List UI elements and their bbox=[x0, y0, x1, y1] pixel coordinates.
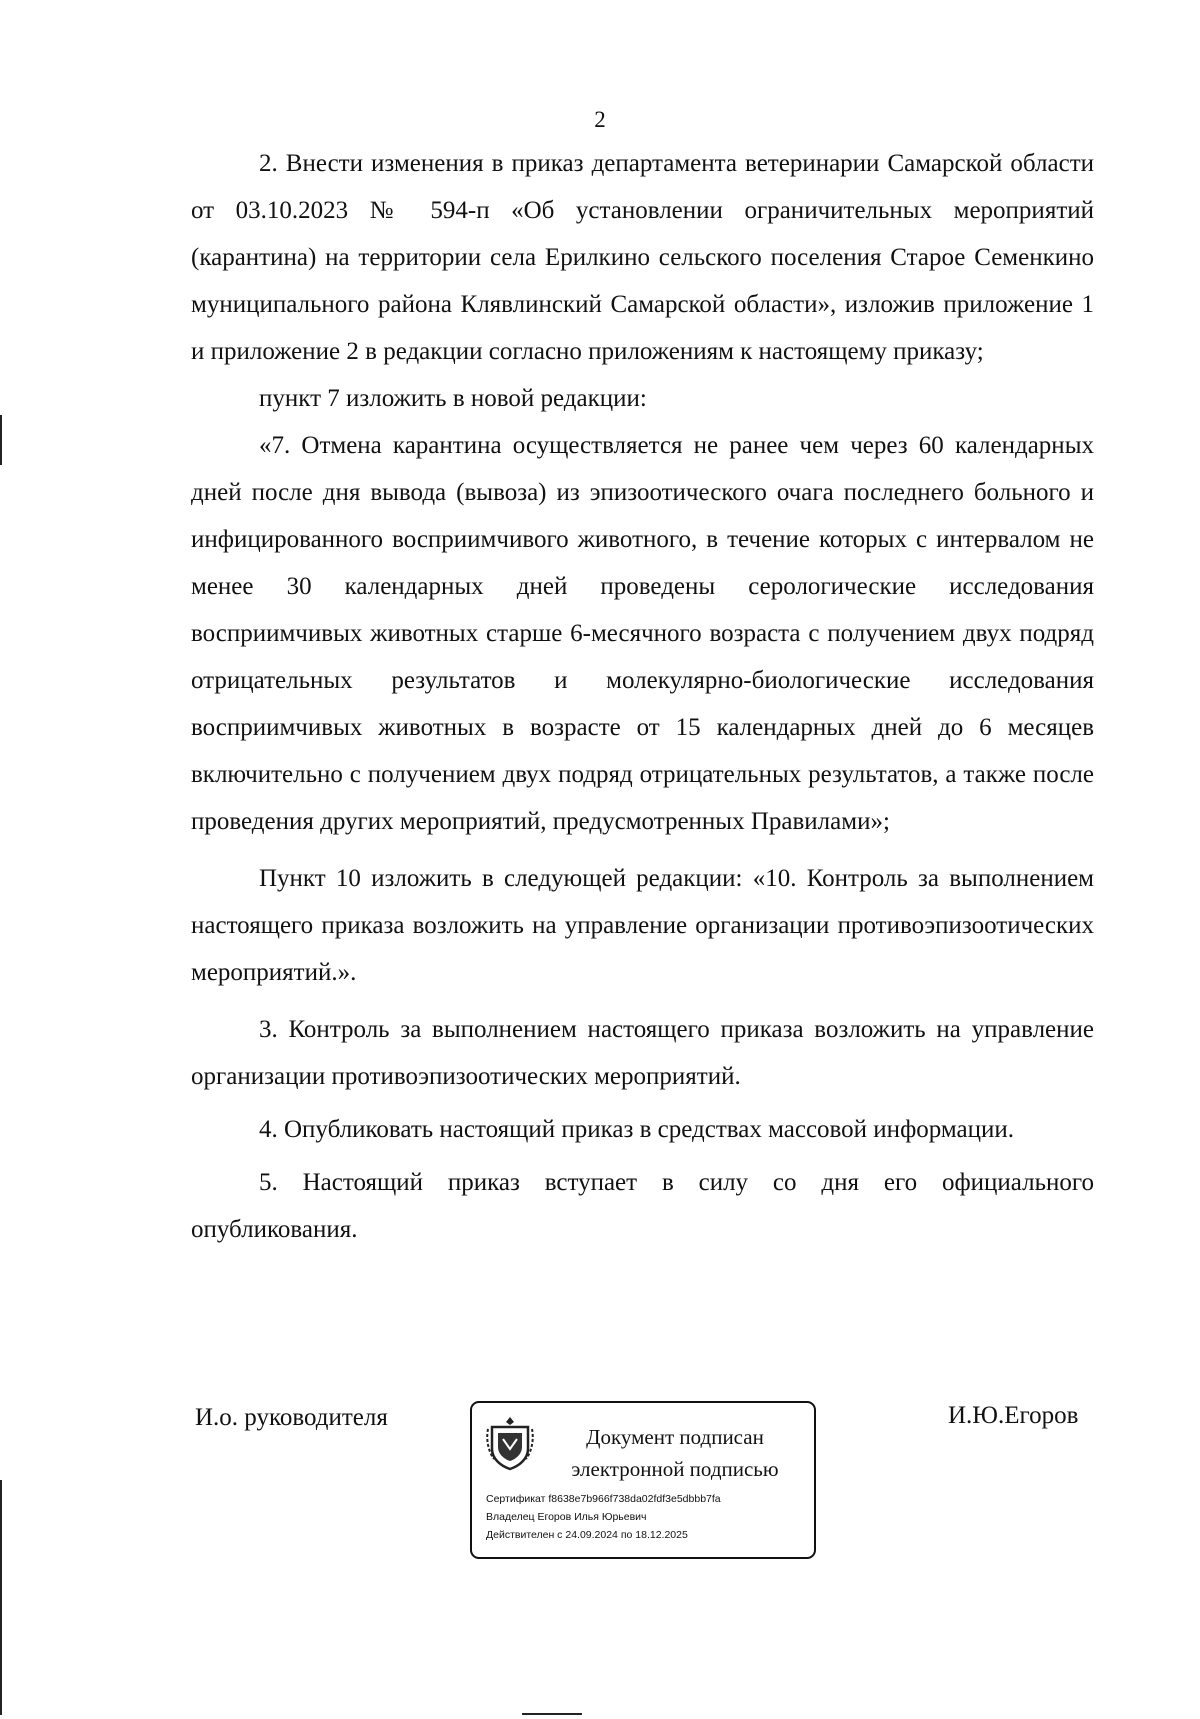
paragraph-punkt-7-text: «7. Отмена карантина осуществляется не ранее чем через 60 календарных дней после дня вывода (вывоза) из эпизоотического очага последнего больного и инфицированного восприимчивого животного, в течение которых с интервалом не менее 30 календарных дней проведены серологические исследования восприимчивых животных старше 6-месячного возраста с получением двух подряд отрицательных результатов и молекулярно-биологические исследования восприимчивых животных в возрасте от 15 календарных дней до 6 месяцев включительно с получением двух подряд отрицательных результатов, а также после проведения других мероприятий, предусмотренных Правилами»; bbox=[191, 432, 1094, 835]
page-number: 2 bbox=[594, 107, 606, 132]
stamp-owner: Владелец Егоров Илья Юрьевич bbox=[486, 1511, 647, 1523]
stamp-title-line1: Документ подписан bbox=[586, 1425, 764, 1449]
scan-mark-left bbox=[0, 415, 2, 465]
electronic-signature-stamp bbox=[470, 1401, 816, 1559]
scan-mark-bottom bbox=[522, 1713, 582, 1715]
signatory-name: И.Ю.Егоров bbox=[948, 1402, 1079, 1429]
coat-of-arms-icon bbox=[486, 1415, 534, 1471]
paragraph-3: 3. Контроль за выполнением настоящего приказа возложить на управление организации противоэпизоотических мероприятий. bbox=[191, 1016, 1094, 1090]
paragraph-4: 4. Опубликовать настоящий приказ в средствах массовой информации. bbox=[259, 1116, 1015, 1143]
stamp-title-line2: электронной подписью bbox=[571, 1457, 779, 1481]
signatory-position: И.о. руководителя bbox=[195, 1404, 388, 1431]
stamp-validity: Действителен с 24.09.2024 по 18.12.2025 bbox=[486, 1529, 688, 1541]
paragraph-5: 5. Настоящий приказ вступает в силу со дня его официального опубликования. bbox=[191, 1169, 1094, 1243]
paragraph-2: 2. Внести изменения в приказ департамента ветеринарии Самарской области от 03.10.2023 № 594-п «Об установлении ограничительных мероприятий (карантина) на территории села Ерилкино сельского поселения Старое Семенкино муниципального района Клявлинский Самарской области», изложив приложение 1 и приложение 2 в редакции согласно приложениям к настоящему приказу; bbox=[191, 150, 1094, 365]
paragraph-punkt-10: Пункт 10 изложить в следующей редакции: «10. Контроль за выполнением настоящего приказа возложить на управление организации противоэпизоотических мероприятий.». bbox=[191, 865, 1094, 986]
scan-mark-left-bottom bbox=[0, 1480, 2, 1715]
document-body bbox=[191, 140, 1094, 1253]
paragraph-punkt-7-intro: пункт 7 изложить в новой редакции: bbox=[259, 385, 647, 412]
stamp-certificate: Сертификат f8638e7b966f738da02fdf3e5dbbb7fa bbox=[486, 1493, 721, 1505]
